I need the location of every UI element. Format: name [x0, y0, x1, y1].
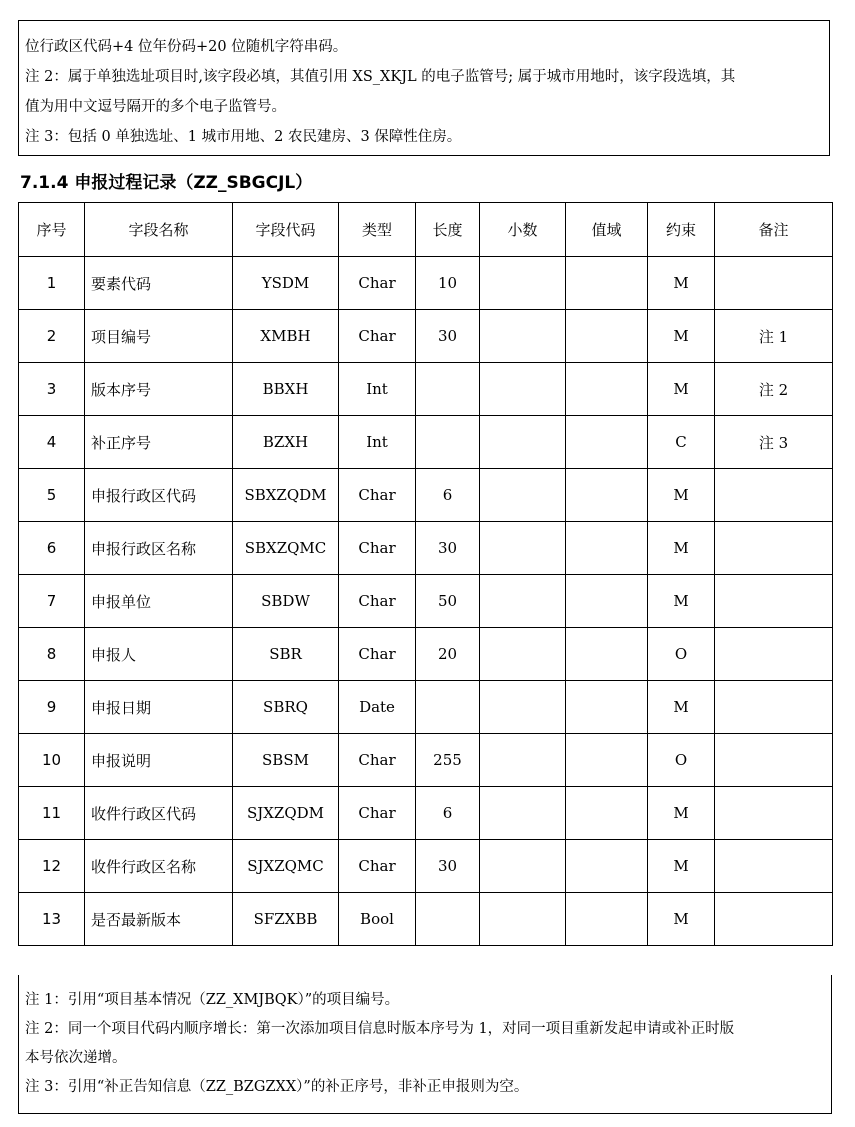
table-row — [19, 787, 833, 840]
header-length: 长度 — [416, 203, 480, 257]
cell-domain — [566, 363, 648, 416]
cell-length: 6 — [416, 469, 480, 522]
table-row — [19, 257, 833, 310]
cell-decimal — [480, 575, 566, 628]
top-note-line: 注 2：属于单独选址项目时,该字段必填，其值引用 XS_XKJL 的电子监管号; 属于城市用地时，该字段选填，其 — [25, 69, 736, 85]
cell-name: 版本序号 — [85, 363, 233, 416]
cell-seq: 5 — [19, 469, 85, 522]
cell-name: 补正序号 — [85, 416, 233, 469]
cell-constraint: O — [648, 734, 715, 787]
cell-decimal — [480, 416, 566, 469]
header-type: 类型 — [339, 203, 416, 257]
header-remark: 备注 — [715, 203, 833, 257]
cell-decimal — [480, 628, 566, 681]
bottom-note-line: 注 1：引用“项目基本情况（ZZ_XMJBQK）”的项目编号。 — [25, 992, 400, 1008]
cell-constraint: M — [648, 469, 715, 522]
table-row — [19, 575, 833, 628]
field-table — [18, 202, 833, 946]
table-row — [19, 734, 833, 787]
cell-code: SJXZQDM — [233, 787, 339, 840]
cell-remark — [715, 681, 833, 734]
cell-name: 要素代码 — [85, 257, 233, 310]
cell-code: SBDW — [233, 575, 339, 628]
cell-name: 收件行政区代码 — [85, 787, 233, 840]
cell-type: Char — [339, 787, 416, 840]
cell-seq: 11 — [19, 787, 85, 840]
cell-code: SFZXBB — [233, 893, 339, 946]
cell-length — [416, 416, 480, 469]
cell-domain — [566, 469, 648, 522]
cell-code: SBRQ — [233, 681, 339, 734]
cell-domain — [566, 522, 648, 575]
cell-decimal — [480, 734, 566, 787]
cell-type: Char — [339, 257, 416, 310]
cell-length: 20 — [416, 628, 480, 681]
bottom-note-line: 注 2：同一个项目代码内顺序增长：第一次添加项目信息时版本序号为 1，对同一项目重新发起申请或补正时版 — [25, 1021, 735, 1037]
cell-domain — [566, 787, 648, 840]
cell-constraint: M — [648, 840, 715, 893]
cell-remark — [715, 575, 833, 628]
cell-name: 申报行政区名称 — [85, 522, 233, 575]
bottom-note-line: 注 3：引用“补正告知信息（ZZ_BZGZXX）”的补正序号，非补正申报则为空。 — [25, 1079, 529, 1095]
cell-domain — [566, 310, 648, 363]
cell-type: Char — [339, 310, 416, 363]
cell-length: 6 — [416, 787, 480, 840]
cell-domain — [566, 575, 648, 628]
cell-remark — [715, 840, 833, 893]
table-row — [19, 628, 833, 681]
cell-type: Char — [339, 575, 416, 628]
cell-remark — [715, 628, 833, 681]
cell-code: SBR — [233, 628, 339, 681]
cell-seq: 7 — [19, 575, 85, 628]
cell-type: Char — [339, 469, 416, 522]
cell-name: 申报单位 — [85, 575, 233, 628]
cell-decimal — [480, 310, 566, 363]
top-notes-box — [18, 20, 830, 156]
cell-type: Char — [339, 840, 416, 893]
cell-length — [416, 363, 480, 416]
cell-decimal — [480, 681, 566, 734]
cell-name: 是否最新版本 — [85, 893, 233, 946]
cell-decimal — [480, 363, 566, 416]
cell-code: SBXZQDM — [233, 469, 339, 522]
cell-domain — [566, 734, 648, 787]
table-row — [19, 893, 833, 946]
cell-constraint: M — [648, 575, 715, 628]
cell-decimal — [480, 893, 566, 946]
table-row — [19, 416, 833, 469]
cell-remark — [715, 257, 833, 310]
section-title: 7.1.4 申报过程记录（ZZ_SBGCJL） — [20, 173, 313, 193]
cell-remark: 注 3 — [715, 416, 833, 469]
cell-name: 申报日期 — [85, 681, 233, 734]
table-row — [19, 522, 833, 575]
table-row — [19, 840, 833, 893]
cell-remark — [715, 734, 833, 787]
table-row — [19, 681, 833, 734]
table-row — [19, 363, 833, 416]
cell-decimal — [480, 257, 566, 310]
cell-name: 申报说明 — [85, 734, 233, 787]
cell-length: 10 — [416, 257, 480, 310]
cell-domain — [566, 628, 648, 681]
cell-decimal — [480, 840, 566, 893]
cell-constraint: M — [648, 363, 715, 416]
cell-constraint: O — [648, 628, 715, 681]
cell-code: BBXH — [233, 363, 339, 416]
cell-length: 30 — [416, 522, 480, 575]
bottom-note-line: 本号依次递增。 — [25, 1050, 127, 1066]
cell-domain — [566, 681, 648, 734]
cell-seq: 4 — [19, 416, 85, 469]
cell-length: 30 — [416, 310, 480, 363]
cell-length: 30 — [416, 840, 480, 893]
header-code: 字段代码 — [233, 203, 339, 257]
header-name: 字段名称 — [85, 203, 233, 257]
cell-constraint: M — [648, 787, 715, 840]
cell-seq: 2 — [19, 310, 85, 363]
cell-seq: 3 — [19, 363, 85, 416]
header-decimal: 小数 — [480, 203, 566, 257]
cell-name: 申报人 — [85, 628, 233, 681]
cell-length: 255 — [416, 734, 480, 787]
header-seq: 序号 — [19, 203, 85, 257]
cell-name: 申报行政区代码 — [85, 469, 233, 522]
cell-seq: 8 — [19, 628, 85, 681]
cell-remark — [715, 522, 833, 575]
cell-type: Char — [339, 734, 416, 787]
cell-seq: 13 — [19, 893, 85, 946]
cell-seq: 1 — [19, 257, 85, 310]
cell-constraint: M — [648, 893, 715, 946]
cell-domain — [566, 416, 648, 469]
cell-code: SBSM — [233, 734, 339, 787]
cell-type: Char — [339, 628, 416, 681]
table-row — [19, 469, 833, 522]
top-note-line: 注 3：包括 0 单独选址、1 城市用地、2 农民建房、3 保障性住房。 — [25, 129, 462, 145]
cell-code: SJXZQMC — [233, 840, 339, 893]
cell-remark — [715, 469, 833, 522]
cell-remark — [715, 893, 833, 946]
cell-type: Int — [339, 416, 416, 469]
cell-type: Int — [339, 363, 416, 416]
top-note-line: 位行政区代码+4 位年份码+20 位随机字符串码。 — [25, 39, 348, 55]
cell-code: BZXH — [233, 416, 339, 469]
table-header-row — [19, 203, 833, 257]
cell-length — [416, 681, 480, 734]
cell-constraint: M — [648, 257, 715, 310]
header-constraint: 约束 — [648, 203, 715, 257]
cell-code: YSDM — [233, 257, 339, 310]
cell-type: Date — [339, 681, 416, 734]
cell-constraint: M — [648, 681, 715, 734]
cell-type: Bool — [339, 893, 416, 946]
cell-decimal — [480, 787, 566, 840]
cell-domain — [566, 893, 648, 946]
table-row — [19, 310, 833, 363]
cell-length: 50 — [416, 575, 480, 628]
cell-constraint: M — [648, 522, 715, 575]
cell-name: 收件行政区名称 — [85, 840, 233, 893]
cell-code: SBXZQMC — [233, 522, 339, 575]
cell-constraint: C — [648, 416, 715, 469]
bottom-notes-box — [18, 975, 832, 1114]
cell-remark: 注 2 — [715, 363, 833, 416]
cell-seq: 12 — [19, 840, 85, 893]
top-note-line: 值为用中文逗号隔开的多个电子监管号。 — [25, 99, 286, 115]
cell-remark — [715, 787, 833, 840]
header-domain: 值域 — [566, 203, 648, 257]
cell-seq: 6 — [19, 522, 85, 575]
cell-remark: 注 1 — [715, 310, 833, 363]
cell-code: XMBH — [233, 310, 339, 363]
cell-seq: 9 — [19, 681, 85, 734]
cell-seq: 10 — [19, 734, 85, 787]
cell-domain — [566, 257, 648, 310]
cell-constraint: M — [648, 310, 715, 363]
cell-decimal — [480, 522, 566, 575]
cell-decimal — [480, 469, 566, 522]
cell-domain — [566, 840, 648, 893]
cell-type: Char — [339, 522, 416, 575]
cell-name: 项目编号 — [85, 310, 233, 363]
cell-length — [416, 893, 480, 946]
